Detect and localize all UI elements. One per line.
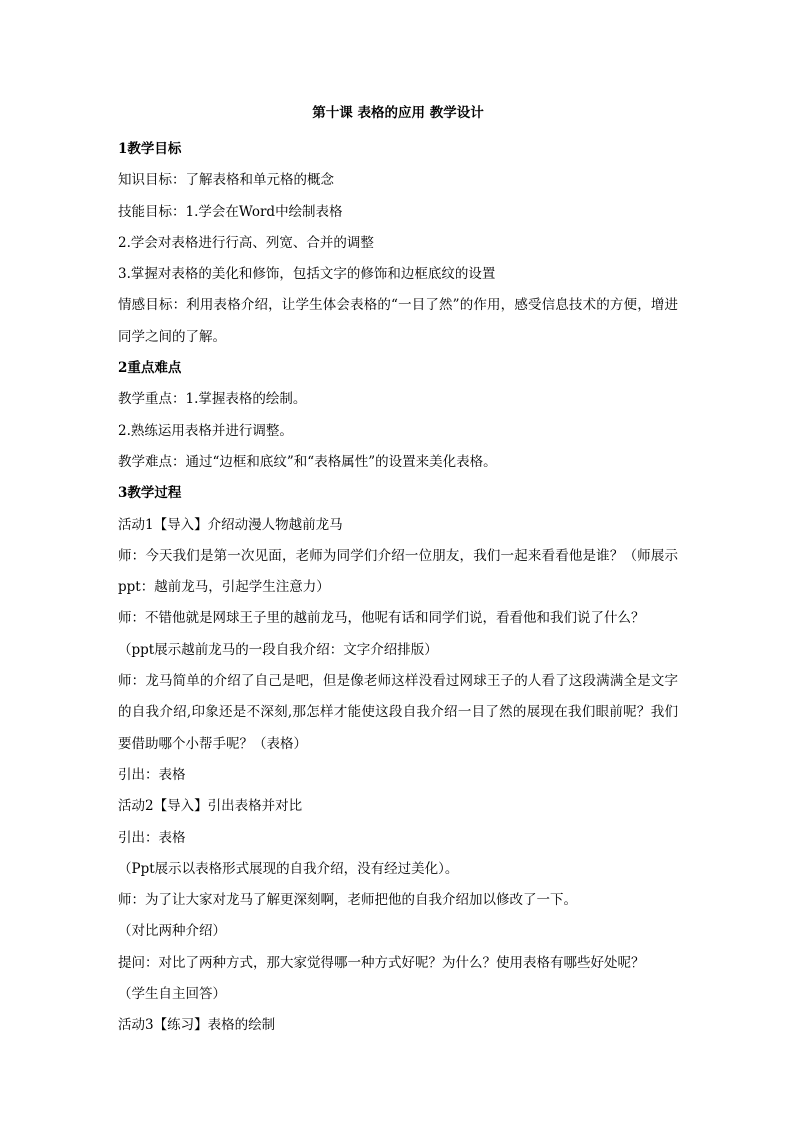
paragraph: 2.熟练运用表格并进行调整。 xyxy=(118,422,293,439)
paragraph: 技能目标：1.学会在Word中绘制表格 xyxy=(118,203,343,220)
paragraph: 提问：对比了两种方式，那大家觉得哪一种方式好呢？为什么？使用表格有哪些好处呢？ xyxy=(118,954,645,971)
paragraph: 情感目标：利用表格介绍，让学生体会表格的“一目了然”的作用，感受信息技术的方便，增进同学之间的了解。 xyxy=(118,297,678,345)
section-heading-objectives: 1教学目标 xyxy=(118,141,182,157)
document-title: 第十课 表格的应用 教学设计 xyxy=(312,105,484,121)
paragraph: （学生自主回答） xyxy=(118,986,226,1003)
paragraph: 3.掌握对表格的美化和修饰，包括文字的修饰和边框底纹的设置 xyxy=(118,266,496,283)
paragraph: 师：今天我们是第一次见面，老师为同学们介绍一位朋友，我们一起来看看他是谁？（师展示ppt：越前龙马，引起学生注意力） xyxy=(118,547,678,596)
paragraph: 知识目标：了解表格和单元格的概念 xyxy=(118,172,334,189)
paragraph: （ppt展示越前龙马的一段自我介绍：文字介绍排版） xyxy=(118,641,438,658)
paragraph: 2.学会对表格进行行高、列宽、合并的调整 xyxy=(118,234,374,251)
paragraph: 教学难点：通过“边框和底纹”和“表格属性”的设置来美化表格。 xyxy=(118,453,497,470)
section-heading-key-points: 2重点难点 xyxy=(118,360,182,377)
paragraph: 活动1【导入】介绍动漫人物越前龙马 xyxy=(118,516,343,533)
document-body xyxy=(118,103,678,1042)
paragraph: （对比两种介绍） xyxy=(118,923,226,940)
paragraph: 引出：表格 xyxy=(118,766,186,783)
paragraph: 师：龙马简单的介绍了自己是吧，但是像老师这样没看过网球王子的人看了这段满满全是文字的自我介绍,印象还是不深刻,那怎样才能使这段自我介绍一目了然的展现在我们眼前呢？我们要借助哪个小帮手呢？（表格） xyxy=(118,673,678,752)
paragraph: 活动2【导入】引出表格并对比 xyxy=(118,798,303,815)
paragraph: 师：为了让大家对龙马了解更深刻啊，老师把他的自我介绍加以修改了一下。 xyxy=(118,892,577,909)
paragraph: 教学重点：1.掌握表格的绘制。 xyxy=(118,391,307,408)
paragraph: 引出：表格 xyxy=(118,829,186,846)
paragraph: （Ppt展示以表格形式展现的自我介绍，没有经过美化）。 xyxy=(118,860,459,877)
paragraph: 师：不错他就是网球王子里的越前龙马，他呢有话和同学们说，看看他和我们说了什么？ xyxy=(118,610,645,627)
section-heading-process: 3教学过程 xyxy=(118,485,182,502)
paragraph: 活动3【练习】表格的绘制 xyxy=(118,1017,276,1034)
